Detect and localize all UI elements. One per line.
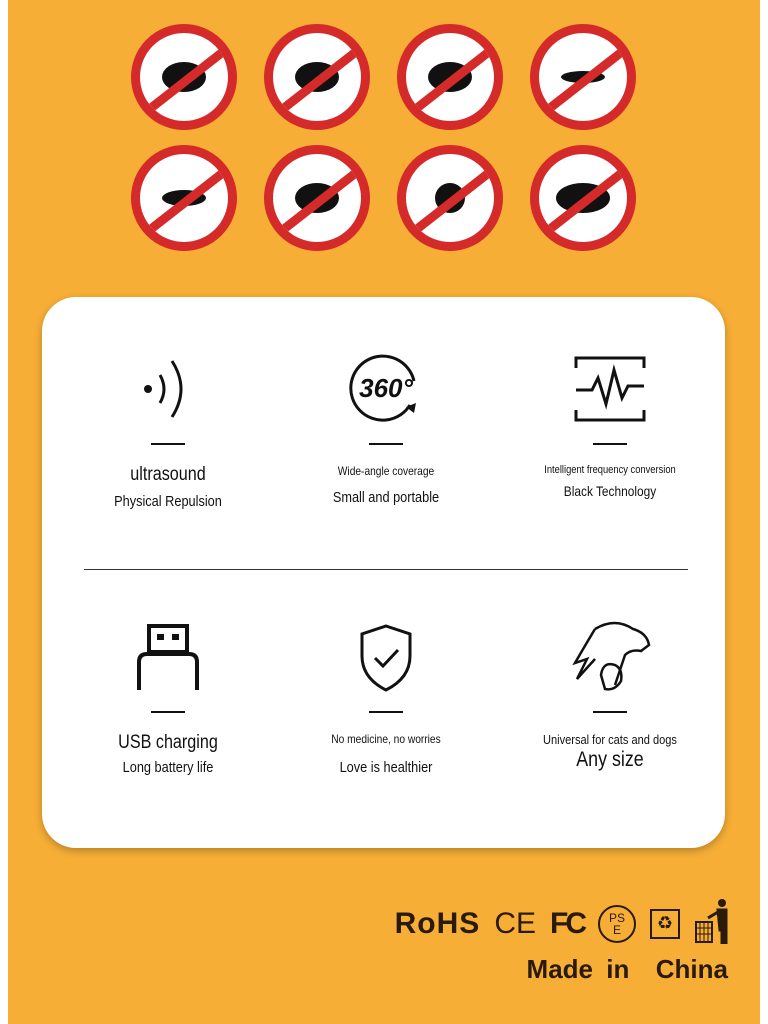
- features-card: [42, 297, 725, 848]
- no-mosquito-icon: [530, 24, 636, 130]
- rohs-mark: RoHS: [394, 906, 481, 940]
- shield-check-icon: [276, 617, 496, 697]
- no-cockroach-icon: [264, 145, 370, 251]
- no-mouse-icon: [530, 145, 636, 251]
- no-tick-icon: [131, 24, 237, 130]
- weee-bin-icon: [694, 898, 730, 949]
- no-flea-icon: [264, 24, 370, 130]
- made-in-china: Made in China: [526, 954, 728, 984]
- feature-pets: Universal for cats and dogs Any size: [500, 617, 720, 772]
- fc-mark: FC: [550, 906, 584, 940]
- recycle-icon: ♻: [650, 909, 680, 939]
- feature-frequency: Intelligent frequency conversion Black Technology: [500, 349, 720, 502]
- no-spider-icon: [397, 145, 503, 251]
- no-ant-icon: [131, 145, 237, 251]
- cat-dog-icon: [500, 617, 720, 697]
- pse-mark: PSE: [598, 905, 636, 943]
- feature-usb: USB charging Long battery life: [58, 617, 278, 779]
- feature-ultrasound: ultrasound Physical Repulsion: [58, 349, 278, 513]
- feature-no-medicine: No medicine, no worries Love is healthier: [276, 617, 496, 779]
- frequency-icon: [500, 349, 720, 429]
- 360-icon: [276, 349, 496, 429]
- certification-marks: [395, 898, 730, 949]
- no-bedbug-icon: [397, 24, 503, 130]
- ultrasound-icon: [58, 349, 278, 429]
- feature-coverage: 360° Wide-angle coverage Small and portable: [276, 349, 496, 509]
- usb-icon: [58, 617, 278, 697]
- svg-text:360°: 360°: [359, 373, 413, 403]
- ce-mark: CE: [494, 906, 536, 940]
- divider: [84, 569, 688, 570]
